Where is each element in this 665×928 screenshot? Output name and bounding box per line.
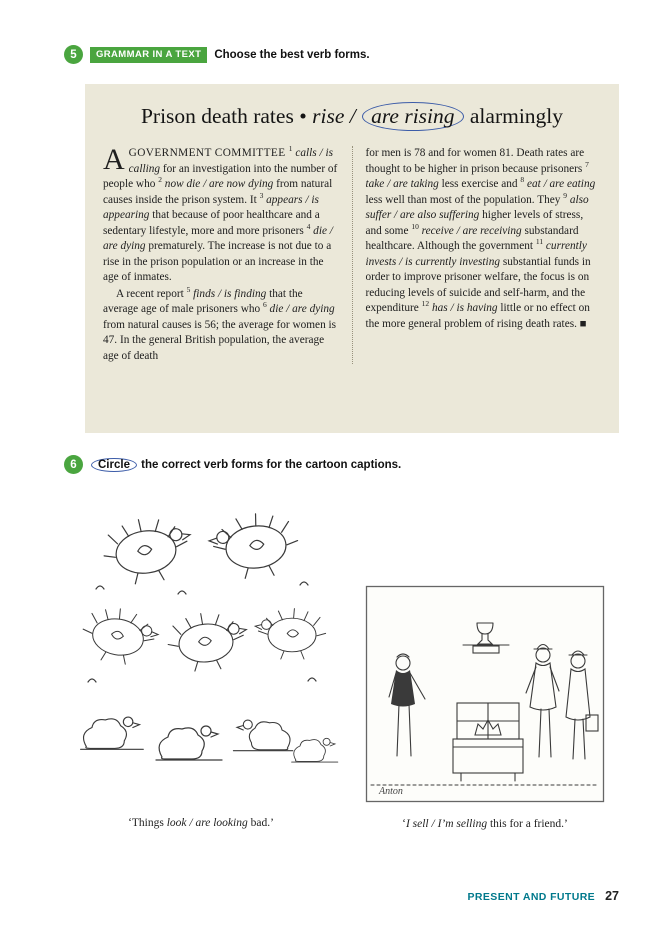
article-paragraph-3: for men is 78 and for women 81. Death rates are thought to be higher in prison because prisoners $^7$ take / are taking less exercise and $^8$ eat / are eating less well than most of the population. They $^9$ also suffer / are also suffering higher levels of stress, and some $^{10}$ receive / are receiving substandard healthcare. Although the government $^{11}$ currently invests / is currently investing substantial funds in order to improve prisoner welfare, the focus is on reducing levels of suicide and self-harm, and the expenditure $^{12}$ has / is having little or no effect on the more general problem of rising death rates. ■: [365, 147, 596, 330]
cartoon-right: [365, 585, 605, 830]
article-box: [85, 84, 619, 433]
article-title: Prison death rates • rise / are rising alarmingly: [103, 102, 601, 131]
exercise5-header: [64, 45, 370, 64]
cartoon-left-caption: ‘Things look / are looking bad.’: [128, 817, 274, 829]
footer-section-title: PRESENT AND FUTURE: [467, 891, 596, 903]
cartoon-right-caption: ‘I sell / I’m selling this for a friend.’: [402, 818, 568, 830]
exercise5-number-badge: 5: [64, 45, 83, 64]
slumped-birds: [81, 582, 338, 762]
cartoon-left: [56, 497, 346, 829]
article-column-2: [353, 146, 602, 364]
article-paragraph-2: A recent report $^5$ finds / is finding that the average age of male prisoners who $^6$ die / are dying from natural causes is 56; the average for women is 47. In the general British population, the average age of death: [103, 284, 337, 362]
exercise5-instruction: Choose the best verb forms.: [214, 48, 370, 61]
article-columns: [103, 143, 601, 364]
article-paragraph-1: AGOVERNMENT COMMITTEE $^1$ calls / is calling for an investigation into the number of people who $^2$ now die / are now dying from natural causes inside the prison system. It $^3$ appears / is appearing that because of poor healthcare and a sedentary lifestyle, more and more prisoners $^4$ die / are dying prematurely. The increase is not due to a rise in the prison population or an increase in the age of inmates.: [103, 143, 338, 283]
cartoonist-signature: Anton: [379, 786, 403, 797]
cartoon-right-image: [365, 585, 605, 803]
exercise6-instruction: Circle the correct verb forms for the cartoon captions.: [90, 458, 401, 472]
grammar-in-a-text-badge: GRAMMAR IN A TEXT: [90, 47, 207, 63]
panicking-birds: [78, 510, 325, 673]
page-footer: [468, 889, 619, 903]
footer-page-number: 27: [605, 889, 619, 903]
exercise6-number-badge: 6: [64, 455, 83, 474]
drop-cap: A: [103, 143, 125, 176]
article-column-1: [103, 143, 352, 364]
exercise6-header: [64, 455, 401, 474]
cartoon-left-image: [56, 497, 346, 799]
